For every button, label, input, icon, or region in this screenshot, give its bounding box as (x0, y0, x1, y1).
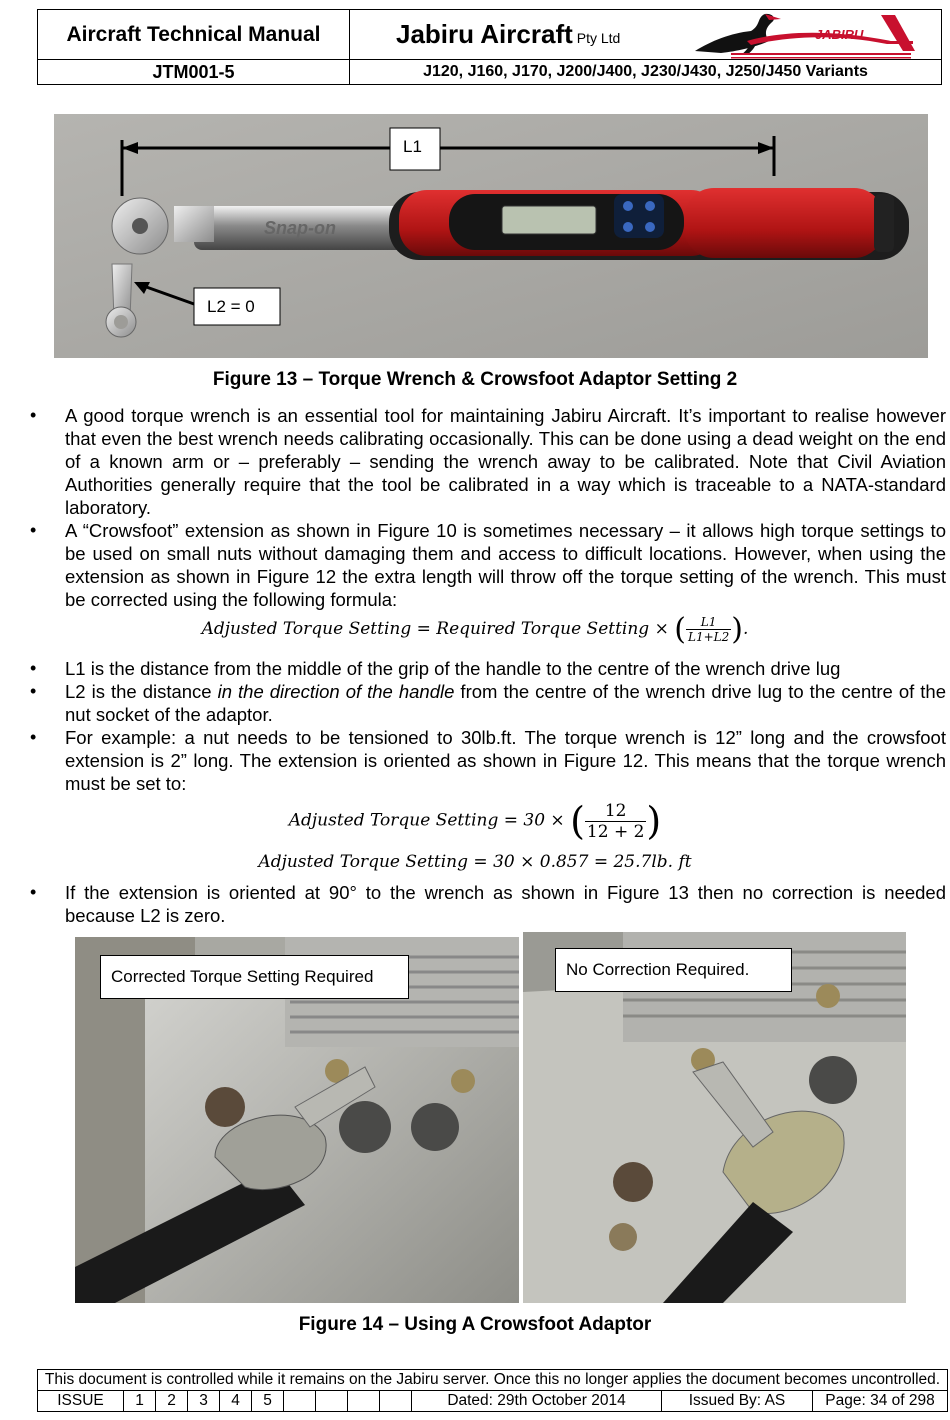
formula-example-lhs: Adjusted Torque Setting = 30 × (288, 810, 571, 831)
formula-denominator: L1+L2 (687, 630, 730, 644)
issued-by-cell: Issued By: AS (662, 1391, 813, 1412)
list-item: • A good torque wrench is an essential tool for maintaining Jabiru Aircraft. It’s important to realise however that even the best wrench needs calibrating occasionally. This can be done using a dead weight on the end of a known arm or – preferably – sending the wrench away to be calibrated. Note that Civil Aviation Authorities generally require that the tool be calibrated in a way which is traceable to a NATA-standard laboratory. (30, 404, 946, 519)
manual-title: Aircraft Technical Manual (38, 10, 350, 60)
bullet-list-3 (30, 881, 946, 927)
figure14-caption: Figure 14 – Using A Crowsfoot Adaptor (298, 1314, 652, 1335)
document-number: JTM001-5 (38, 60, 350, 85)
lcd-display (502, 206, 596, 234)
corrected-setting-label: Corrected Torque Setting Required (100, 955, 409, 999)
formula-lhs: Adjusted Torque Setting = Required Torque Setting × (201, 619, 675, 639)
issue-cell: 1 (124, 1391, 156, 1412)
document-header (37, 9, 942, 85)
logo-text: JABIRU (815, 27, 864, 42)
bullet4-text-a: L2 is the distance (65, 681, 218, 702)
list-item: • If the extension is oriented at 90° to the wrench as shown in Figure 13 then no correction is needed because L2 is zero. (30, 881, 946, 927)
issue-cell (284, 1391, 316, 1412)
issue-cell: 4 (220, 1391, 252, 1412)
formula-general: Adjusted Torque Setting = Required Torque Setting × ( $\frac{L1}{L1+L2}$ ). (201, 612, 749, 647)
company-name: Jabiru Aircraft (396, 19, 573, 49)
list-item: • L1 is the distance from the middle of the grip of the handle to the centre of the wrench drive lug (30, 657, 946, 680)
aircraft-variants: J120, J160, J170, J200/J400, J230/J430, J250/J450 Variants (350, 60, 942, 85)
formula-example: Adjusted Torque Setting = 30 × ( $\frac{12}{12 + 2}$ ) (288, 799, 662, 843)
document-footer (37, 1369, 948, 1412)
jabiru-logo (691, 11, 915, 59)
bullet4-text-b: from the centre of the wrench drive lug to the centre of the nut socket of the adaptor. (65, 681, 946, 725)
control-notice: This document is controlled while it remains on the Jabiru server. Once this no longer applies the document becomes uncontrolled. (38, 1370, 948, 1391)
list-item: • A “Crowsfoot” extension as shown in Figure 10 is sometimes necessary – it allows high torque settings to be used on small nuts without damaging them and access to difficult locations. However, when using the extension as shown in Figure 12 the extra length will throw off the torque setting of the wrench. This must be corrected using the following formula: (30, 519, 946, 611)
l2-label: L2 = 0 (207, 297, 255, 316)
issue-cell: 5 (252, 1391, 284, 1412)
list-item: • For example: a nut needs to be tensioned to 30lb.ft. The torque wrench is 12” long and the crowsfoot extension is 2” long. The extension is oriented as shown in Figure 12. This means that the torque wrench must be set to: (30, 726, 946, 795)
issue-cell: 3 (188, 1391, 220, 1412)
issue-cell (316, 1391, 348, 1412)
list-item (30, 680, 946, 726)
page-number: Page: 34 of 298 (813, 1391, 948, 1412)
bullet4-emphasis: in the direction of the handle (217, 681, 455, 702)
dated-cell: Dated: 29th October 2014 (412, 1391, 662, 1412)
formula-result: Adjusted Torque Setting = 30 × 0.857 = 25.7lb. ft (258, 852, 692, 872)
formula-example-denominator: 12 + 2 (586, 821, 645, 842)
issue-cell (348, 1391, 380, 1412)
issue-cell: 2 (156, 1391, 188, 1412)
bullet-list-1 (30, 404, 946, 611)
formula-example-numerator: 12 (585, 801, 647, 822)
no-correction-label: No Correction Required. (555, 948, 792, 992)
formula-tail: . (742, 619, 749, 639)
company-cell (350, 10, 942, 60)
figure13-caption: Figure 13 – Torque Wrench & Crowsfoot Adaptor Setting 2 (212, 369, 738, 390)
company-suffix: Pty Ltd (576, 30, 621, 46)
torque-wrench-photo (54, 114, 928, 358)
issue-cell (380, 1391, 412, 1412)
issue-label: ISSUE (38, 1391, 124, 1412)
l1-label: L1 (403, 137, 422, 156)
bullet-list-2 (30, 657, 946, 795)
formula-numerator: L1 (686, 615, 731, 630)
wrench-brand-text: Snap-on (264, 218, 336, 238)
